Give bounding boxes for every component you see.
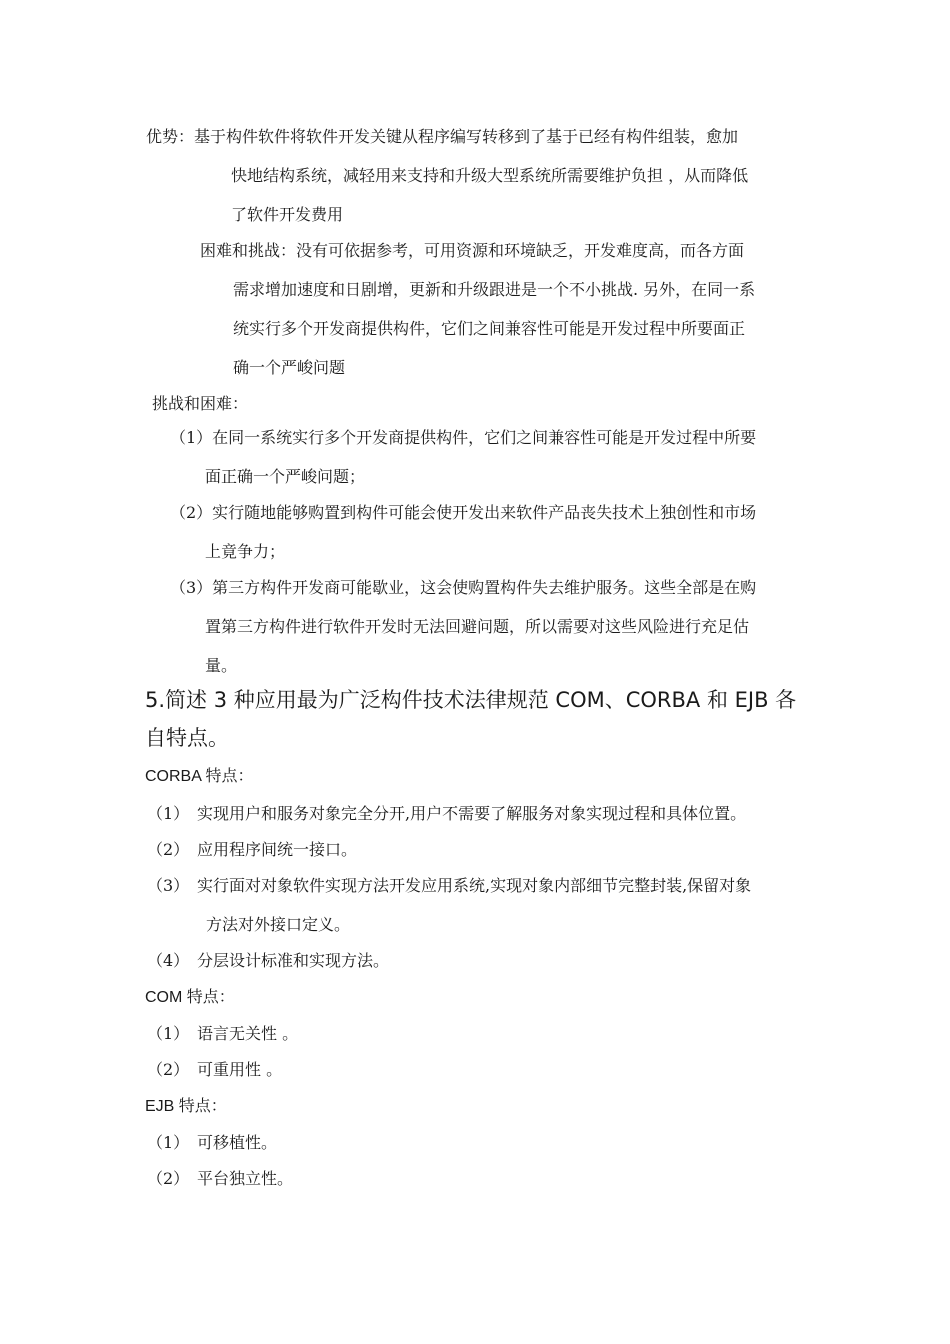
- ejb-title: EJB 特点：: [145, 1098, 227, 1115]
- challenge-item-3-line-1: （3）第三方构件开发商可能歇业，这会使购置构件失去维护服务。这些全部是在购: [170, 578, 757, 597]
- difficulties-line-3: 统实行多个开发商提供构件，它们之间兼容性可能是开发过程中所要面正: [233, 319, 746, 338]
- challenges-title: 挑战和困难：: [152, 394, 249, 413]
- ejb-item-1: [147, 1132, 277, 1154]
- list-text: 应用程序间统一接口。: [197, 840, 358, 859]
- corba-title: CORBA 特点：: [145, 768, 254, 785]
- challenge-item-2-line-1: （2）实行随地能够购置到构件可能会使开发出来软件产品丧失技术上独创性和市场: [170, 503, 757, 522]
- challenge-item-1-line-2: 面正确一个严峻问题；: [205, 467, 366, 486]
- difficulties-line-2: 需求增加速度和日剧增，更新和升级跟进是一个不小挑战. 另外，在同一系: [233, 280, 756, 299]
- com-item-2: [147, 1059, 282, 1081]
- list-text: 语言无关性 。: [197, 1024, 299, 1043]
- corba-item-3-continuation: 方法对外接口定义。: [206, 915, 351, 934]
- corba-item-4: [147, 950, 389, 972]
- ejb-item-2: [147, 1168, 293, 1190]
- list-number: （3）: [147, 876, 190, 895]
- list-number: （4）: [147, 951, 190, 970]
- com-item-1: [147, 1023, 298, 1045]
- com-title: COM 特点：: [145, 989, 235, 1006]
- advantages-line-2: 快地结构系统，减轻用来支持和升级大型系统所需要维护负担 ，从而降低: [231, 166, 749, 185]
- list-text: 实现用户和服务对象完全分开,用户不需要了解服务对象实现过程和具体位置。: [197, 804, 747, 823]
- list-number: （1）: [147, 804, 190, 823]
- challenge-item-1-line-1: （1）在同一系统实行多个开发商提供构件，它们之间兼容性可能是开发过程中所要: [170, 428, 757, 447]
- challenge-item-2-line-2: 上竟争力；: [205, 542, 286, 561]
- list-text: 平台独立性。: [197, 1169, 294, 1188]
- list-number: （2）: [147, 840, 190, 859]
- advantages-line-1: 优势：基于构件软件将软件开发关键从程序编写转移到了基于已经有构件组装，愈加: [146, 127, 739, 146]
- difficulties-line-1: 困难和挑战：没有可依据参考，可用资源和环境缺乏，开发难度高，而各方面: [200, 241, 745, 260]
- advantages-line-3: 了软件开发费用: [231, 205, 344, 224]
- list-text: 可重用性 。: [197, 1060, 283, 1079]
- list-text: 可移植性。: [197, 1133, 278, 1152]
- list-text: 实行面对对象软件实现方法开发应用系统,实现对象内部细节完整封装,保留对象: [197, 876, 752, 895]
- challenge-item-3-line-3: 量。: [205, 656, 238, 675]
- difficulties-line-4: 确一个严峻问题: [233, 358, 346, 377]
- list-number: （1）: [147, 1024, 190, 1043]
- challenge-item-3-line-2: 置第三方构件进行软件开发时无法回避问题，所以需要对这些风险进行充足估: [205, 617, 750, 636]
- question-heading-line-2: 自特点。: [145, 726, 229, 750]
- list-number: （2）: [147, 1169, 190, 1188]
- corba-item-3: [147, 875, 751, 897]
- corba-item-1: [147, 803, 746, 825]
- question-heading-line-1: 5.简述 3 种应用最为广泛构件技术法律规范 COM、CORBA 和 EJB 各: [145, 688, 797, 712]
- list-text: 分层设计标准和实现方法。: [197, 951, 390, 970]
- list-number: （2）: [147, 1060, 190, 1079]
- corba-item-2: [147, 839, 357, 861]
- list-number: （1）: [147, 1133, 190, 1152]
